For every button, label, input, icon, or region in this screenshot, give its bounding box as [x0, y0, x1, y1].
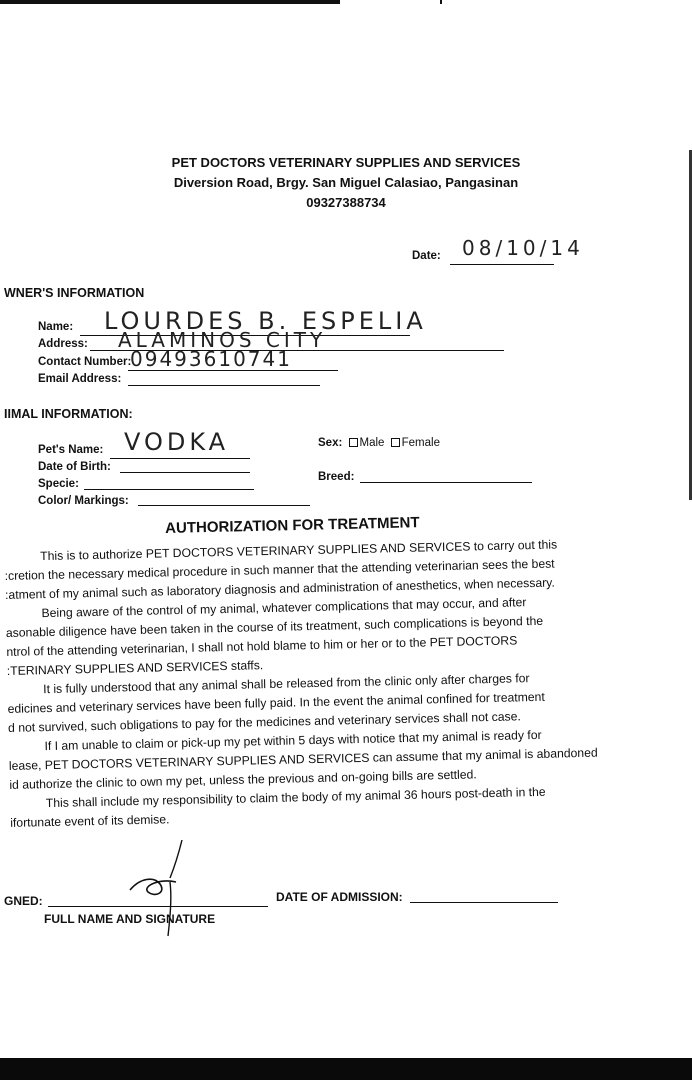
para-4-line-1: If I am unable to claim or pick-up my pet within 5 days with notice that my animal is ready for: [44, 727, 542, 754]
date-of-admission-label: DATE OF ADMISSION:: [276, 890, 403, 904]
full-name-signature-label: FULL NAME AND SIGNATURE: [44, 912, 216, 926]
female-label: Female: [401, 437, 440, 449]
para-4-line-3: id authorize the clinic to own my pet, unless the previous and on-going bills are settled.: [9, 767, 477, 792]
date-line: [450, 264, 554, 265]
owner-contact-value: 09493610741: [130, 347, 292, 371]
para-2-line-2: asonable diligence have been taken in the course of its treatment, such complications is beyond the: [5, 613, 544, 640]
signed-label: GNED:: [4, 894, 43, 908]
scan-edge-top: [0, 0, 340, 4]
dob-line: [120, 472, 250, 473]
para-5-line-2: ifortunate event of its demise.: [10, 812, 170, 830]
scan-edge-mark: [440, 0, 442, 4]
male-label: Male: [359, 437, 385, 449]
male-checkbox[interactable]: [349, 438, 358, 447]
para-1-line-3: :atment of my animal such as laboratory diagnosis and administration of anesthetics, when necessary.: [4, 575, 555, 602]
authorization-body: [4, 534, 616, 833]
owner-address-value: ALAMINOS CITY: [118, 328, 327, 352]
female-checkbox[interactable]: [391, 438, 400, 447]
animal-heading: IIMAL INFORMATION:: [4, 407, 133, 421]
para-2-line-1: Being aware of the control of my animal, whatever complications that may occur, and after: [41, 595, 527, 621]
pet-name-value: VODKA: [124, 428, 230, 456]
admission-line: [410, 902, 558, 903]
owner-contact-label: Contact Number:: [38, 356, 132, 368]
color-label: Color/ Markings:: [38, 495, 129, 507]
para-3-line-2: edicines and veterinary services have been fully paid. In the event the animal confined for treatment: [7, 689, 545, 716]
breed-line: [360, 482, 532, 483]
date-label: Date:: [412, 250, 441, 262]
specie-label: Specie:: [38, 478, 79, 490]
para-1-line-2: :cretion the necessary medical procedure in such manner that the attending veterinarian sees the best: [4, 556, 555, 583]
authorization-title: AUTHORIZATION FOR TREATMENT: [165, 514, 420, 537]
specie-line: [84, 489, 254, 490]
breed-label: Breed:: [318, 471, 355, 483]
owner-name-label: Name:: [38, 321, 74, 333]
owner-email-line: [128, 385, 320, 386]
pet-name-line: [110, 458, 250, 459]
owner-heading: WNER'S INFORMATION: [4, 286, 145, 300]
pet-name-label: Pet's Name:: [38, 444, 104, 456]
para-3-line-1: It is fully understood that any animal shall be released from the clinic only after charges for: [43, 671, 530, 697]
para-2-line-3: ntrol of the attending veterinarian, I shall not hold blame to him or her or to the PET DOCTORS: [6, 633, 518, 659]
signature-line: [48, 906, 268, 907]
owner-address-label: Address:: [38, 338, 88, 350]
clinic-name: PET DOCTORS VETERINARY SUPPLIES AND SERVICES: [171, 155, 521, 170]
scan-edge-bottom: [0, 1058, 692, 1080]
owner-email-label: Email Address:: [38, 373, 122, 385]
sex-row: [318, 437, 440, 449]
para-3-line-3: d not survived, such obligations to pay for the medicines and veterinary services shall not case.: [7, 709, 521, 735]
para-4-line-2: lease, PET DOCTORS VETERINARY SUPPLIES AND SERVICES can assume that my animal is abandoned: [8, 745, 598, 773]
color-line: [138, 505, 310, 506]
clinic-phone: 09327388734: [306, 195, 386, 210]
owner-name-value: LOURDES B. ESPELIA: [104, 307, 427, 335]
para-1-line-1: This is to authorize PET DOCTORS VETERINARY SUPPLIES AND SERVICES to carry out this: [40, 537, 558, 564]
para-5-line-1: This shall include my responsibility to claim the body of my animal 36 hours post-death in the: [45, 784, 546, 811]
clinic-address: Diversion Road, Brgy. San Miguel Calasiao, Pangasinan: [173, 175, 519, 190]
date-value: 08/10/14: [462, 236, 584, 260]
dob-label: Date of Birth:: [38, 461, 111, 473]
sex-label: Sex:: [318, 437, 343, 449]
para-2-line-4: :TERINARY SUPPLIES AND SERVICES staffs.: [6, 658, 264, 678]
